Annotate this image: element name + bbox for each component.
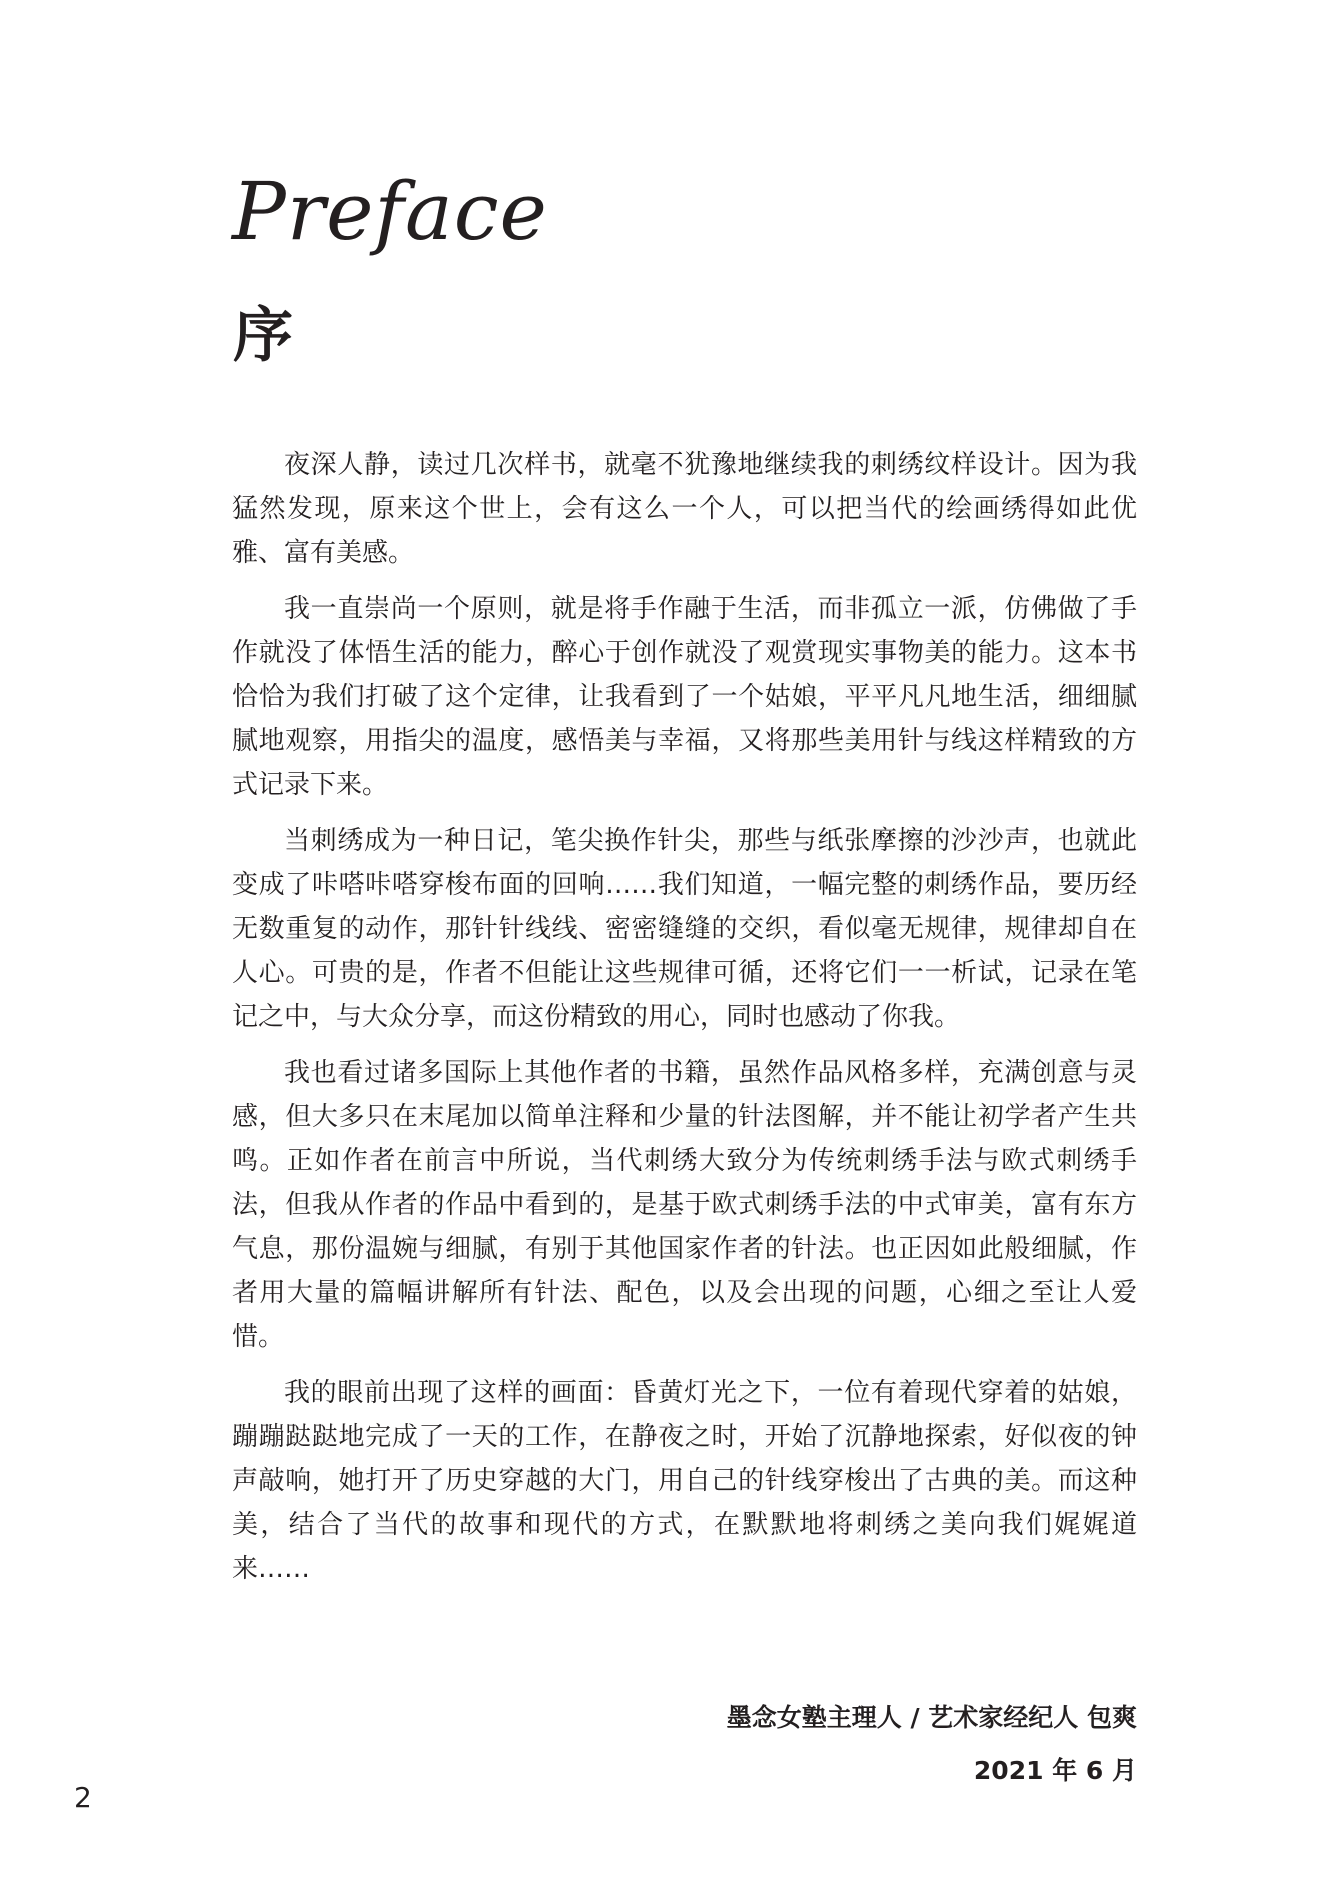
- page-number: 2: [74, 1781, 92, 1814]
- preface-paragraph: 我也看过诸多国际上其他作者的书籍，虽然作品风格多样，充满创意与灵感，但大多只在末尾加以简单注释和少量的针法图解，并不能让初学者产生共鸣。正如作者在前言中所说，当代刺绣大致分为传统刺绣手法与欧式刺绣手法，但我从作者的作品中看到的，是基于欧式刺绣手法的中式审美，富有东方气息，那份温婉与细腻，有别于其他国家作者的针法。也正因如此般细腻，作者用大量的篇幅讲解所有针法、配色，以及会出现的问题，心细之至让人爱惜。: [232, 1058, 1137, 1352]
- preface-chinese-title: 序: [233, 301, 293, 371]
- preface-paragraph: 我一直崇尚一个原则，就是将手作融于生活，而非孤立一派，仿佛做了手作就没了体悟生活的能力，醉心于创作就没了观赏现实事物美的能力。这本书恰恰为我们打破了这个定律，让我看到了一个姑娘，平平凡凡地生活，细细腻腻地观察，用指尖的温度，感悟美与幸福，又将那些美用针与线这样精致的方式记录下来。: [232, 594, 1137, 800]
- signature-date: 2021 年 6 月: [973, 1756, 1137, 1785]
- preface-title: Preface: [232, 165, 548, 258]
- preface-paragraph: 夜深人静，读过几次样书，就毫不犹豫地继续我的刺绣纹样设计。因为我猛然发现，原来这个世上，会有这么一个人，可以把当代的绘画绣得如此优雅、富有美感。: [232, 450, 1137, 568]
- preface-paragraph: 我的眼前出现了这样的画面：昏黄灯光之下，一位有着现代穿着的姑娘，蹦蹦跶跶地完成了一天的工作，在静夜之时，开始了沉静地探索，好似夜的钟声敲响，她打开了历史穿越的大门，用自己的针线穿梭出了古典的美。而这种美，结合了当代的故事和现代的方式，在默默地将刺绣之美向我们娓娓道来……: [232, 1378, 1137, 1584]
- signature-author: 墨念女塾主理人 / 艺术家经纪人 包爽: [726, 1703, 1137, 1732]
- preface-paragraph: 当刺绣成为一种日记，笔尖换作针尖，那些与纸张摩擦的沙沙声，也就此变成了咔嗒咔嗒穿梭布面的回响……我们知道，一幅完整的刺绣作品，要历经无数重复的动作，那针针线线、密密缝缝的交织，看似毫无规律，规律却自在人心。可贵的是，作者不但能让这些规律可循，还将它们一一析试，记录在笔记之中，与大众分享，而这份精致的用心，同时也感动了你我。: [232, 826, 1137, 1032]
- preface-body: [232, 443, 1137, 1603]
